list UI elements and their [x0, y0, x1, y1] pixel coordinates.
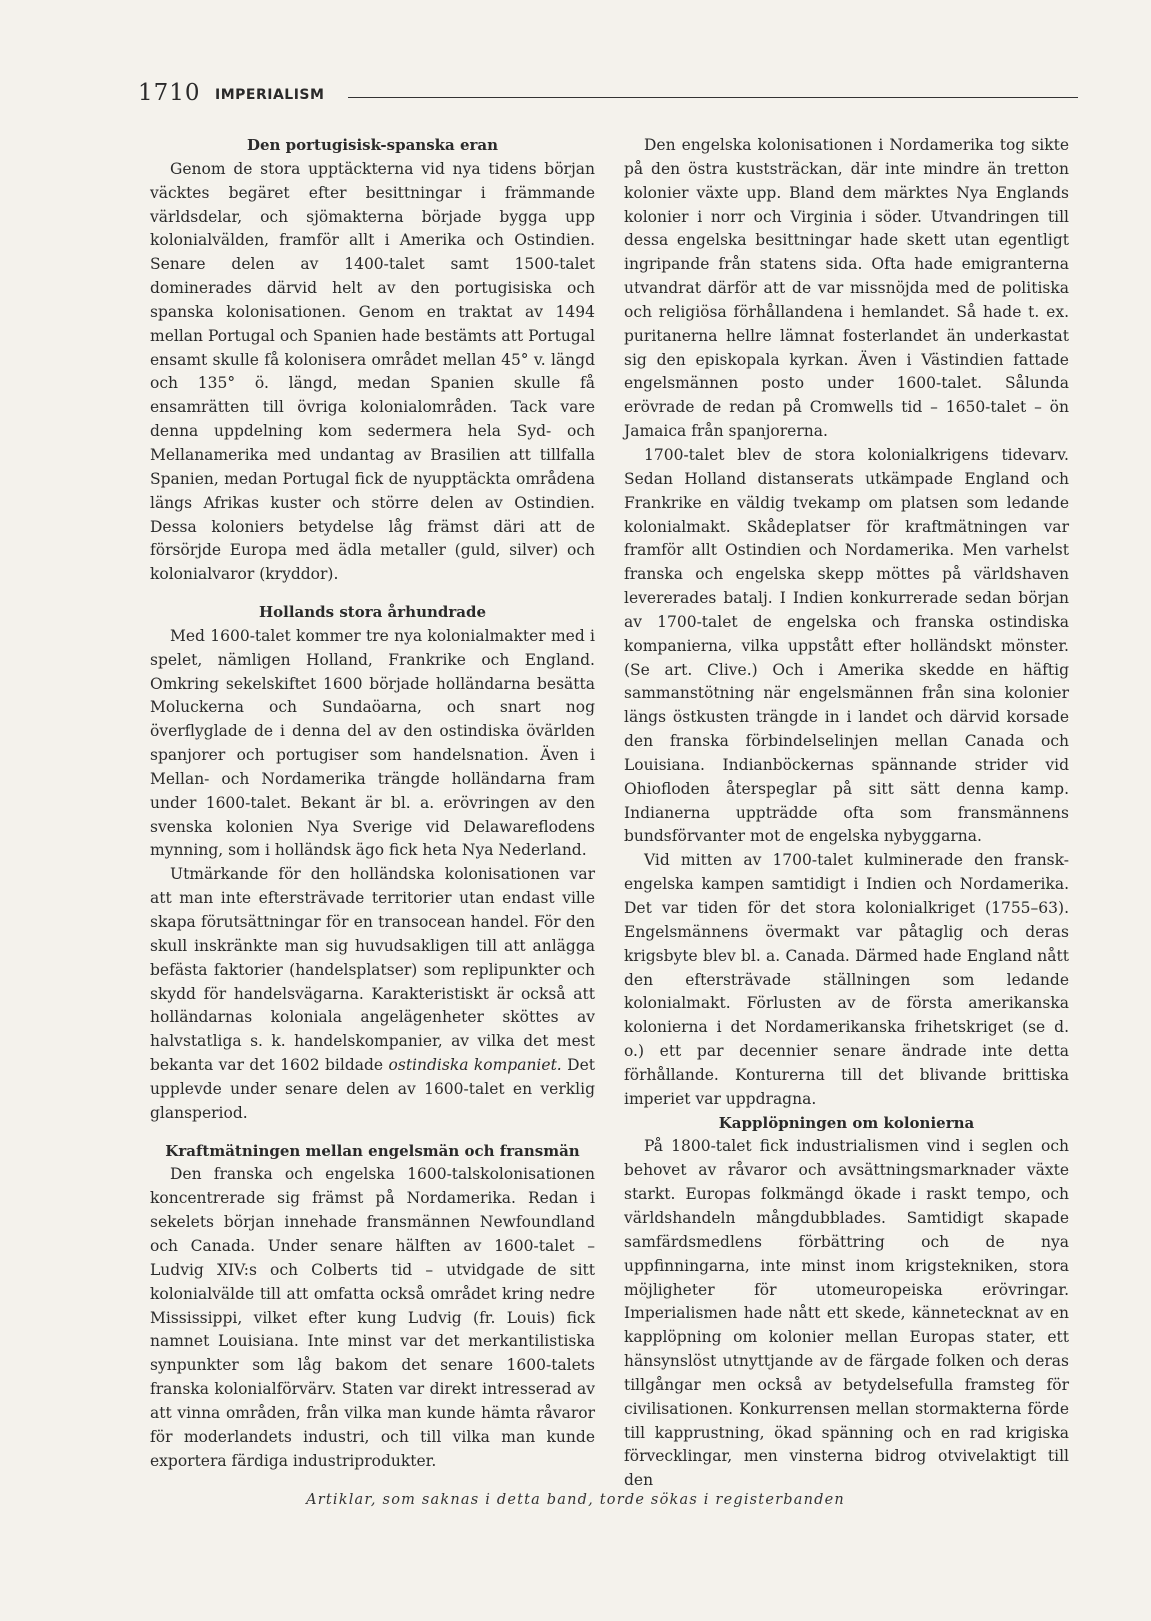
left-column	[150, 134, 595, 1473]
heading-english-french-struggle: Kraftmätningen mellan engelsmän och fransmän	[165, 1141, 580, 1160]
paragraph: Den franska och engelska 1600-talskolonisationen koncentrerade sig främst på Nordamerika. Redan i sekelets början innehade fransmännen Newfoundland och Canada. Under senare hälften av 1600-talet – Ludvig XIV:s och Colberts tid – utvidgade de sitt kolonialvälde till att omfatta också området kring nedre Mississippi, vilket efter kung Ludvig (fr. Louis) fick namnet Louisiana. Inte minst var det merkantilistiska synpunkter som låg bakom det senare 1600-talets franska kolonialförvärv. Staten var direkt intresserad av att vinna områden, från vilka man kunde hämta råvaror för moderlandets industri, och till vilka man kunde exportera färdiga industriprodukter.	[150, 1165, 595, 1470]
paragraph: Genom de stora upptäckterna vid nya tidens början väcktes begäret efter besittningar i främmande världsdelar, och sjömakterna började bygga upp kolonialvälden, framför allt i Amerika och Ostindien. Senare delen av 1400-talet samt 1500-talet dominerades därvid helt av den portugisiska och spanska kolonisationen. Genom en traktat av 1494 mellan Portugal och Spanien hade bestämts att Portugal ensamt skulle få kolonisera området mellan 45° v. längd och 135° ö. längd, medan Spanien skulle få ensamrätten till övriga kolonialområden. Tack vare denna uppdelning kom sedermera hela Syd- och Mellanamerika med undantag av Brasilien att tillfalla Spanien, medan Portugal fick de nyupptäckta områdena längs Afrikas kuster och större delen av Ostindien. Dessa koloniers betydelse låg främst däri att de försörjde Europa med ädla metaller (guld, silver) och kolonialvaror (kryddor).	[150, 159, 595, 584]
paragraph-text: Det upplevde under senare delen av 1600-talet en verklig glansperiod.	[150, 1056, 595, 1122]
paragraph: Vid mitten av 1700-talet kulminerade den fransk-engelska kampen samtidigt i Indien och Nordamerika. Det var tiden för det stora kolonialkriget (1755–63). Engelsmännens övermakt var påtaglig och deras krigsbyte blev bl. a. Canada. Därmed hade England nått den eftersträvade ställningen som ledande kolonialmakt. Förlusten av de första amerikanska kolonierna i det Nordamerikanska frihetskriget (se d. o.) ett par decennier senare ändrade inte detta förhållande. Konturerna till det blivande brittiska imperiet var uppdragna.	[624, 851, 1069, 1108]
heading-race-for-colonies: Kapplöpningen om kolonierna	[718, 1113, 975, 1132]
paragraph: Den engelska kolonisationen i Nordamerika tog sikte på den östra kuststräckan, där inte mindre än tretton kolonier växte upp. Bland dem märktes Nya Englands kolonier i norr och Virginia i söder. Utvandringen till dessa engelska besittningar hade skett utan egentligt ingripande från statens sida. Ofta hade emigranterna utvandrat därför att de var missnöjda med de politiska och religiösa förhållandena i hemlandet. Så hade t. ex. puritanerna hellre lämnat fosterlandet än underkastat sig den episkopala kyrkan. Även i Västindien fattade engelsmännen posto under 1600-talet. Sålunda erövrade de redan på Cromwells tid – 1650-talet – ön Jamaica från spanjorerna.	[624, 136, 1069, 441]
emphasis-text: ostindiska kompaniet.	[388, 1056, 562, 1075]
paragraph	[150, 863, 595, 1125]
paragraph: Med 1600-talet kommer tre nya kolonialmakter med i spelet, nämligen Holland, Frankrike och England. Omkring sekelskiftet 1600 började holländarna besätta Moluckerna och Sundaöarna, och snart nog överflyglade de i denna del av den ostindiska övärlden spanjorer och portugiser som handelsnation. Även i Mellan- och Nordamerika trängde holländarna fram under 1600-talet. Bekant är bl. a. erövringen av den svenska kolonien Nya Sverige vid Delawareflodens mynning, som i holländsk ägo fick heta Nya Nederland.	[150, 626, 595, 860]
page-number: 1710	[138, 80, 201, 106]
right-column	[624, 134, 1069, 1493]
heading-portuguese-spanish-era: Den portugisisk-spanska eran	[246, 136, 499, 154]
running-head	[138, 78, 1080, 108]
header-rule	[348, 97, 1078, 98]
paragraph: På 1800-talet fick industrialismen vind i seglen och behovet av råvaror och avsättningsmarknader växte starkt. Europas folkmängd ökade i raskt tempo, och världshandeln mångdubblades. Samtidigt skapade samfärdsmedlens förbättring och de nya uppfinningarna, inte minst inom krigstekniken, stora möjligheter för utomeuropeiska erövringar. Imperialismen hade nått ett skede, kännetecknat av en kapplöpning om kolonier mellan Europas stater, ett hänsynslöst utnyttjande av de färgade folken och deras tillgångar men också av betydelsefulla framsteg för civilisationen. Konkurrensen mellan stormakterna förde till kapprustning, ökad spänning och en rad krigiska förvecklingar, men vinsterna bidrog otvivelaktigt till den	[624, 1137, 1069, 1490]
paragraph: 1700-talet blev de stora kolonialkrigens tidevarv. Sedan Holland distanserats utkämpade England och Frankrike en väldig tvekamp om platsen som ledande kolonialmakt. Skådeplatser för kraftmätningen var framför allt Ostindien och Nordamerika. Men varhelst franska och engelska skepp möttes på världshaven levererades batalj. I Indien konkurrerade sedan början av 1700-talet de engelska och franska ostindiska kompanierna, vilka uppstått efter holländskt mönster. (Se art. Clive.) Och i Amerika skedde en häftig sammanstötning när engelsmännen från sina kolonier längs östkusten trängde in i landet och därvid korsade den franska förbindelselinjen mellan Canada och Louisiana. Indianböckernas spännande strider vid Ohiofloden återspeglar på sitt sätt denna kamp. Indianerna uppträdde ofta som fransmännens bundsförvanter mot de engelska nybyggarna.	[624, 445, 1069, 846]
section-title: IMPERIALISM	[215, 87, 325, 103]
footer-note: Artiklar, som saknas i detta band, torde sökas i registerbanden	[306, 1492, 845, 1508]
heading-hollands-century: Hollands stora århundrade	[258, 603, 487, 622]
paragraph-text: Utmärkande för den holländska kolonisationen var att man inte eftersträvade territorier utan endast ville skapa förutsättningar för en transocean handel. För den skull inskränkte man sig huvudsakligen till att anlägga befästa faktorier (handelsplatser) som replipunkter och skydd för handelsvägarna. Karakteristiskt är också att holländarnas koloniala angelägenheter sköttes av halvstatliga s. k. handelskompanier, av vilka det mest bekanta var det 1602 bildade	[150, 865, 595, 1075]
